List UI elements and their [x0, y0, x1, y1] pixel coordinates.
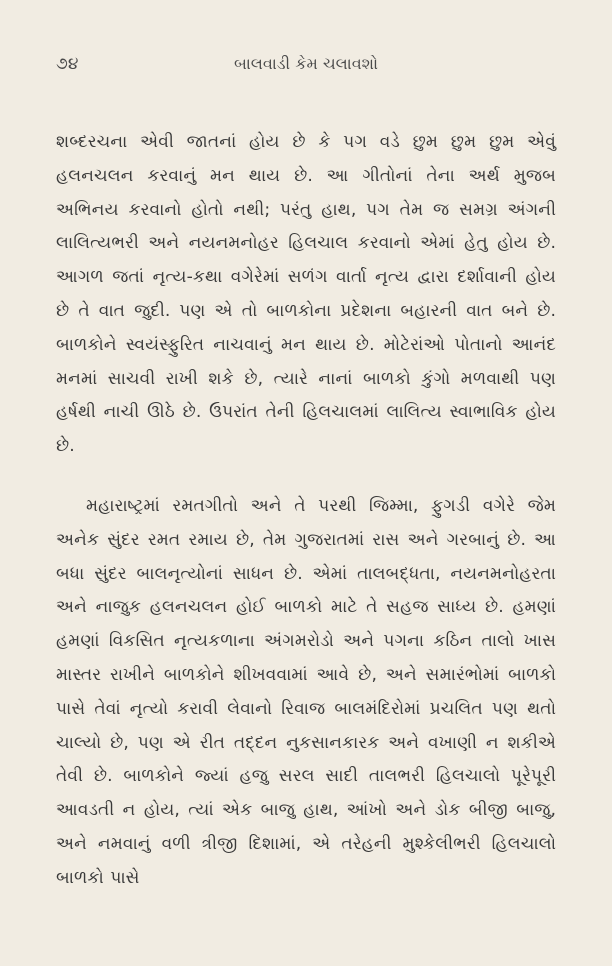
page-header [56, 42, 556, 82]
paragraph-continued: શબ્દરચના એવી જાતનાં હોય છે કે પગ વડે છુમ છુમ છુમ એવું હલનચલન કરવાનું મન થાય છે. આ ગીતોનાં તેના અર્થ મુજબ અભિનય કરવાનો હોતો નથી; પરંતુ હાથ, પગ તેમ જ સમગ્ર અંગની લાલિત્યભરી અને નયનમનોહર હિલચાલ કરવાનો એમાં હેતુ હોય છે. આગળ જતાં નૃત્ય-કથા વગેરેમાં સળંગ વાર્તા નૃત્ય દ્વારા દર્શાવાની હોય છે તે વાત જુદી. પણ એ તો બાળકોના પ્રદેશના બહારની વાત બને છે. બાળકોને સ્વયંસ્ફુરિત નાચવાનું મન થાય છે. મોટેરાંઓ પોતાનો આનંદ મનમાં સાચવી રાખી શકે છે, ત્યારે નાનાં બાળકો કુંગો મળવાથી પણ હર્ષથી નાચી ઊઠે છે. ઉપરાંત તેની હિલચાલમાં લાલિત્ય સ્વાભાવિક હોય છે. [56, 132, 556, 457]
running-title: બાલવાડી કેમ ચલાવશો [234, 54, 378, 73]
body-text [56, 126, 556, 896]
paragraph: મહારાષ્ટ્રમાં રમતગીતો અને તે પરથી જિમ્મા, ફુગડી વગેરે જેમ અનેક સુંદર રમત રમાય છે, તેમ ગુજરાતમાં રાસ અને ગરબાનું છે. આ બધા સુંદર બાલનૃત્યોનાં સાધન છે. એમાં તાલબદ્ધતા, નયનમનોહરતા અને નાજુક હલનચલન હોઈ બાળકો માટે તે સહજ સાધ્ય છે. હમણાં હમણાં વિકસિત નૃત્યકળાના અંગમરોડો અને પગના કઠિન તાલો ખાસ માસ્તર રાખીને બાળકોને શીખવવામાં આવે છે, અને સમારંભોમાં બાળકો પાસે તેવાં નૃત્યો કરાવી લેવાનો રિવાજ બાલમંદિરોમાં પ્રચલિત પણ થતો ચાલ્યો છે, પણ એ રીત તદ્દન નુકસાનકારક અને વખાણી ન શકીએ તેવી છે. બાળકોને જ્યાં હજુ સરલ સાદી તાલભરી હિલચાલો પૂરેપૂરી આવડતી ન હોય, ત્યાં એક બાજુ હાથ, આંખો અને ડોક બીજી બાજુ, અને નમવાનું વળી ત્રીજી દિશામાં, એ તરેહની મુશ્કેલીભરી હિલચાલો બાળકો પાસે [56, 495, 556, 888]
page-number: ૭૪ [56, 54, 79, 74]
